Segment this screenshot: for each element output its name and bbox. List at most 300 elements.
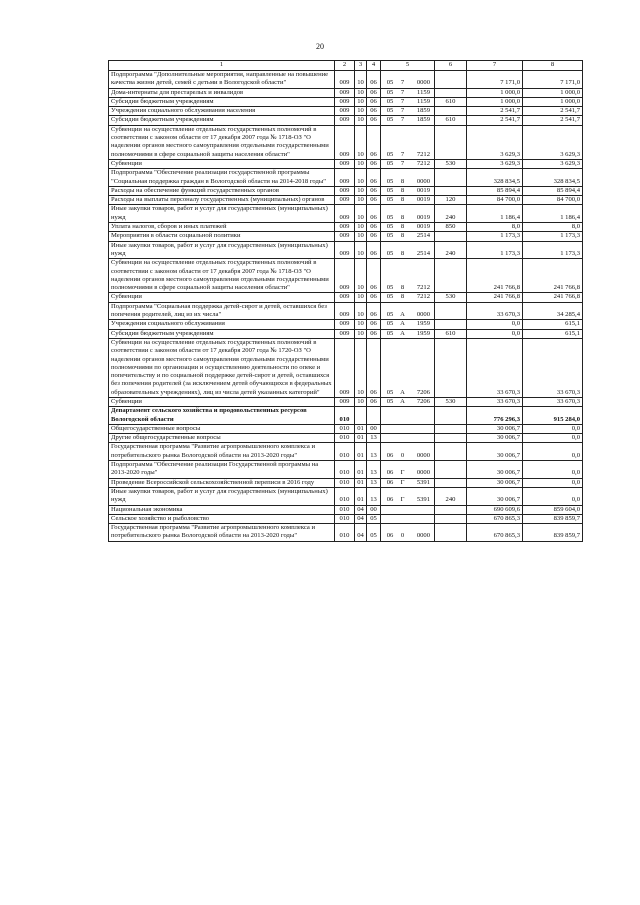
row-amount-col8: 33 670,3 (523, 397, 583, 406)
row-ved-code: 010 (335, 424, 355, 433)
row-section-code: 10 (355, 186, 367, 195)
target-article-direction: 0000 (416, 532, 430, 540)
row-expense-type (435, 259, 467, 293)
row-name: Подпрограмма "Дополнительные мероприятия, направленные на повышение качества жизни детей, семей с детьми в Вологодской области" (109, 71, 335, 89)
row-target-article (381, 443, 435, 461)
row-expense-type: 120 (435, 196, 467, 205)
row-subsection-code (367, 407, 381, 425)
row-ved-code: 009 (335, 196, 355, 205)
row-target-article (381, 329, 435, 338)
table-row (109, 232, 583, 241)
row-expense-type (435, 71, 467, 89)
target-article-direction: 0000 (416, 469, 430, 477)
target-article-subprogram: А (400, 311, 405, 319)
target-article-subprogram: 8 (400, 232, 405, 240)
row-amount-col8: 0,0 (523, 487, 583, 505)
row-subsection-code: 06 (367, 293, 381, 302)
target-article-direction: 1959 (416, 329, 430, 337)
row-ved-code: 009 (335, 116, 355, 125)
row-target-article (381, 259, 435, 293)
row-amount-col8: 85 894,4 (523, 186, 583, 195)
target-article-subprogram: 7 (400, 107, 405, 115)
row-ved-code: 010 (335, 407, 355, 425)
row-subsection-code: 00 (367, 505, 381, 514)
row-name: Субвенции на осуществление отдельных государственных полномочий в соответствии с законом области от 17 декабря 2007 года № 1720-ОЗ "О наделении органов местного самоуправления отдельными государственными полномочиями по организации и осуществлению деятельности по опеке и попечительству и по социальной поддержке детей-сирот и детей, оставшихся без попечения родителей (за исключением детей обучающихся в федеральных образовательных учреждениях), лиц из числа детей указанных категорий" (109, 338, 335, 397)
row-subsection-code: 13 (367, 461, 381, 479)
row-section-code: 10 (355, 320, 367, 329)
table-row (109, 169, 583, 187)
row-name: Субвенции (109, 293, 335, 302)
target-article-code (383, 284, 432, 292)
row-amount-col7: 85 894,4 (467, 186, 523, 195)
row-section-code: 10 (355, 223, 367, 232)
target-article-direction: 7206 (416, 388, 430, 396)
row-name: Сельское хозяйство и рыболовство (109, 514, 335, 523)
row-section-code: 10 (355, 232, 367, 241)
row-amount-col7: 7 171,0 (467, 71, 523, 89)
page-number: 20 (316, 42, 324, 51)
row-subsection-code: 06 (367, 232, 381, 241)
table-row (109, 424, 583, 433)
row-target-article (381, 514, 435, 523)
target-article-code (383, 232, 432, 240)
target-article-subprogram: А (400, 329, 405, 337)
target-article-subprogram: А (400, 397, 405, 405)
row-amount-col7: 241 766,8 (467, 293, 523, 302)
target-article-program: 05 (386, 293, 394, 301)
row-expense-type (435, 514, 467, 523)
row-section-code: 04 (355, 514, 367, 523)
table-row (109, 302, 583, 320)
table-row (109, 196, 583, 205)
table-row (109, 223, 583, 232)
row-ved-code: 010 (335, 478, 355, 487)
target-article-program: 05 (386, 320, 394, 328)
row-ved-code: 009 (335, 293, 355, 302)
row-name: Субвенции (109, 159, 335, 168)
row-amount-col8: 2 541,7 (523, 116, 583, 125)
row-expense-type: 240 (435, 487, 467, 505)
target-article-subprogram: 8 (400, 284, 405, 292)
target-article-code (383, 398, 432, 406)
table-row (109, 186, 583, 195)
target-article-code (383, 469, 432, 477)
budget-table (108, 60, 583, 542)
row-amount-col7: 670 865,3 (467, 514, 523, 523)
target-article-subprogram: 8 (400, 177, 405, 185)
row-amount-col8: 859 604,0 (523, 505, 583, 514)
row-amount-col8: 0,0 (523, 461, 583, 479)
target-article-program: 05 (386, 177, 394, 185)
column-header: 2 (335, 61, 355, 71)
row-amount-col8: 241 766,8 (523, 259, 583, 293)
row-section-code: 10 (355, 97, 367, 106)
target-article-subprogram: А (400, 320, 405, 328)
row-amount-col7: 84 700,0 (467, 196, 523, 205)
row-section-code: 10 (355, 125, 367, 159)
row-amount-col8: 839 859,7 (523, 514, 583, 523)
target-article-program: 06 (386, 478, 394, 486)
row-amount-col8: 0,0 (523, 434, 583, 443)
table-row (109, 293, 583, 302)
row-expense-type: 530 (435, 159, 467, 168)
row-amount-col7: 30 006,7 (467, 461, 523, 479)
table-row (109, 487, 583, 505)
row-amount-col8: 8,0 (523, 223, 583, 232)
row-amount-col7: 0,0 (467, 320, 523, 329)
row-subsection-code: 05 (367, 524, 381, 542)
row-amount-col7: 1 000,0 (467, 97, 523, 106)
target-article-code (383, 330, 432, 338)
row-subsection-code: 13 (367, 478, 381, 487)
table-row (109, 478, 583, 487)
row-section-code: 10 (355, 293, 367, 302)
row-amount-col8: 241 766,8 (523, 293, 583, 302)
row-target-article (381, 107, 435, 116)
target-article-code (383, 214, 432, 222)
row-name: Проведение Всероссийской сельскохозяйственной переписи в 2016 году (109, 478, 335, 487)
row-name: Учреждения социального обслуживания (109, 320, 335, 329)
row-section-code: 10 (355, 205, 367, 223)
row-ved-code: 009 (335, 186, 355, 195)
table-row (109, 397, 583, 406)
row-expense-type: 530 (435, 397, 467, 406)
row-name: Субсидии бюджетным учреждениям (109, 116, 335, 125)
row-target-article (381, 205, 435, 223)
row-target-article (381, 186, 435, 195)
target-article-program: 06 (386, 451, 394, 459)
row-ved-code: 009 (335, 320, 355, 329)
row-name: Уплата налогов, сборов и иных платежей (109, 223, 335, 232)
target-article-program: 05 (386, 213, 394, 221)
row-amount-col8: 1 173,3 (523, 241, 583, 259)
row-ved-code: 009 (335, 125, 355, 159)
target-article-program: 05 (386, 159, 394, 167)
row-ved-code: 009 (335, 241, 355, 259)
target-article-code (383, 98, 432, 106)
target-article-subprogram: Г (400, 496, 405, 504)
row-name: Иные закупки товаров, работ и услуг для государственных (муниципальных) нужд (109, 241, 335, 259)
row-expense-type (435, 186, 467, 195)
row-ved-code: 009 (335, 259, 355, 293)
row-subsection-code: 06 (367, 302, 381, 320)
row-target-article (381, 241, 435, 259)
target-article-direction: 0019 (416, 213, 430, 221)
row-expense-type (435, 424, 467, 433)
target-article-direction: 5391 (416, 478, 430, 486)
row-subsection-code: 13 (367, 434, 381, 443)
row-subsection-code: 06 (367, 223, 381, 232)
table-row (109, 259, 583, 293)
column-header: 1 (109, 61, 335, 71)
row-name: Мероприятия в области социальной политики (109, 232, 335, 241)
row-target-article (381, 223, 435, 232)
row-subsection-code: 13 (367, 487, 381, 505)
row-ved-code: 009 (335, 232, 355, 241)
row-name: Субсидии бюджетным учреждениям (109, 97, 335, 106)
row-name: Учреждения социального обслуживания населения (109, 107, 335, 116)
row-name: Государственная программа "Развитие агропромышленного комплекса и потребительского рынка Вологодской области на 2013-2020 годы" (109, 524, 335, 542)
table-row (109, 524, 583, 542)
row-section-code: 10 (355, 302, 367, 320)
target-article-program: 05 (386, 107, 394, 115)
row-section-code: 01 (355, 461, 367, 479)
row-name: Другие общегосударственные вопросы (109, 434, 335, 443)
row-amount-col7: 2 541,7 (467, 116, 523, 125)
target-article-program: 05 (386, 329, 394, 337)
row-subsection-code: 06 (367, 116, 381, 125)
row-subsection-code: 06 (367, 125, 381, 159)
target-article-direction: 7212 (416, 293, 430, 301)
table-row (109, 97, 583, 106)
row-section-code: 01 (355, 443, 367, 461)
row-amount-col7: 776 296,3 (467, 407, 523, 425)
row-target-article (381, 169, 435, 187)
target-article-direction: 0000 (416, 79, 430, 87)
row-expense-type (435, 320, 467, 329)
row-amount-col8: 1 186,4 (523, 205, 583, 223)
row-amount-col7: 30 006,7 (467, 443, 523, 461)
target-article-code (383, 496, 432, 504)
target-article-program: 06 (386, 532, 394, 540)
target-article-code (383, 311, 432, 319)
table-row (109, 443, 583, 461)
row-amount-col8: 7 171,0 (523, 71, 583, 89)
row-section-code: 10 (355, 329, 367, 338)
row-section-code: 10 (355, 169, 367, 187)
row-amount-col7: 670 865,3 (467, 524, 523, 542)
row-expense-type (435, 125, 467, 159)
target-article-code (383, 116, 432, 124)
row-ved-code: 010 (335, 434, 355, 443)
row-section-code: 01 (355, 424, 367, 433)
row-name: Департамент сельского хозяйства и продовольственных ресурсов Вологодской области (109, 407, 335, 425)
target-article-direction: 7212 (416, 159, 430, 167)
row-target-article (381, 159, 435, 168)
target-article-direction: 1859 (416, 107, 430, 115)
target-article-program: 05 (386, 88, 394, 96)
row-amount-col7: 241 766,8 (467, 259, 523, 293)
target-article-program: 05 (386, 284, 394, 292)
row-amount-col7: 1 173,3 (467, 241, 523, 259)
row-target-article (381, 487, 435, 505)
target-article-direction: 7212 (416, 284, 430, 292)
row-ved-code: 009 (335, 71, 355, 89)
target-article-code (383, 320, 432, 328)
row-name: Субвенции на осуществление отдельных государственных полномочий в соответствии с законом области от 17 декабря 2007 года № 1718-ОЗ "О наделении органов местного самоуправления отдельными государственными полномочиями в сфере социальной защиты населения области" (109, 259, 335, 293)
row-expense-type (435, 302, 467, 320)
row-target-article (381, 397, 435, 406)
row-target-article (381, 461, 435, 479)
target-article-program: 05 (386, 196, 394, 204)
row-section-code (355, 407, 367, 425)
row-target-article (381, 97, 435, 106)
target-article-subprogram: 7 (400, 97, 405, 105)
target-article-program: 05 (386, 116, 394, 124)
row-amount-col7: 2 541,7 (467, 107, 523, 116)
column-header: 4 (367, 61, 381, 71)
table-row (109, 461, 583, 479)
row-target-article (381, 424, 435, 433)
row-section-code: 10 (355, 196, 367, 205)
target-article-direction: 1859 (416, 116, 430, 124)
target-article-program: 05 (386, 249, 394, 257)
row-name: Подпрограмма "Обеспечение реализации Государственной программы на 2013-2020 годы" (109, 461, 335, 479)
row-expense-type (435, 407, 467, 425)
target-article-subprogram: 8 (400, 186, 405, 194)
row-amount-col7: 1 173,3 (467, 232, 523, 241)
row-subsection-code: 06 (367, 71, 381, 89)
table-header-row (109, 61, 583, 71)
target-article-subprogram: 8 (400, 223, 405, 231)
target-article-subprogram: 7 (400, 88, 405, 96)
target-article-code (383, 452, 432, 460)
row-expense-type: 850 (435, 223, 467, 232)
row-name: Национальная экономика (109, 505, 335, 514)
table-row (109, 107, 583, 116)
row-amount-col8: 84 700,0 (523, 196, 583, 205)
row-subsection-code: 05 (367, 514, 381, 523)
target-article-code (383, 151, 432, 159)
row-subsection-code: 06 (367, 88, 381, 97)
table-row (109, 125, 583, 159)
row-ved-code: 010 (335, 461, 355, 479)
row-subsection-code: 06 (367, 329, 381, 338)
target-article-direction: 7212 (416, 150, 430, 158)
row-amount-col7: 30 006,7 (467, 487, 523, 505)
row-ved-code: 009 (335, 159, 355, 168)
target-article-subprogram: А (400, 388, 405, 396)
row-target-article (381, 125, 435, 159)
row-expense-type: 610 (435, 116, 467, 125)
row-ved-code: 010 (335, 487, 355, 505)
row-name: Расходы на обеспечение функций государственных органов (109, 186, 335, 195)
target-article-code (383, 178, 432, 186)
target-article-program: 05 (386, 397, 394, 405)
row-subsection-code: 06 (367, 397, 381, 406)
row-amount-col7: 33 670,3 (467, 397, 523, 406)
target-article-program: 05 (386, 388, 394, 396)
target-article-code (383, 196, 432, 204)
table-row (109, 320, 583, 329)
row-name: Иные закупки товаров, работ и услуг для государственных (муниципальных) нужд (109, 205, 335, 223)
row-ved-code: 009 (335, 329, 355, 338)
row-expense-type (435, 232, 467, 241)
row-amount-col7: 1 186,4 (467, 205, 523, 223)
row-amount-col7: 33 670,3 (467, 338, 523, 397)
table-row (109, 159, 583, 168)
row-ved-code: 009 (335, 302, 355, 320)
target-article-code (383, 89, 432, 97)
row-section-code: 10 (355, 159, 367, 168)
row-expense-type: 610 (435, 97, 467, 106)
row-name: Субвенции (109, 397, 335, 406)
row-section-code: 01 (355, 434, 367, 443)
target-article-subprogram: 7 (400, 159, 405, 167)
target-article-direction: 0019 (416, 186, 430, 194)
row-name: Иные закупки товаров, работ и услуг для государственных (муниципальных) нужд (109, 487, 335, 505)
row-section-code: 04 (355, 505, 367, 514)
target-article-subprogram: 8 (400, 213, 405, 221)
row-expense-type (435, 434, 467, 443)
row-amount-col8: 915 284,0 (523, 407, 583, 425)
target-article-subprogram: 7 (400, 150, 405, 158)
row-subsection-code: 00 (367, 424, 381, 433)
table-row (109, 116, 583, 125)
row-section-code: 10 (355, 259, 367, 293)
target-article-direction: 1959 (416, 320, 430, 328)
row-amount-col8: 0,0 (523, 443, 583, 461)
row-section-code: 10 (355, 241, 367, 259)
target-article-subprogram: Г (400, 478, 405, 486)
target-article-code (383, 389, 432, 397)
row-name: Подпрограмма "Социальная поддержка детей-сирот и детей, оставшихся без попечения родителей, лиц из их числа" (109, 302, 335, 320)
row-ved-code: 010 (335, 514, 355, 523)
target-article-program: 05 (386, 186, 394, 194)
row-ved-code: 009 (335, 397, 355, 406)
row-amount-col8: 3 629,3 (523, 125, 583, 159)
row-ved-code: 009 (335, 107, 355, 116)
target-article-subprogram: 0 (400, 532, 405, 540)
row-amount-col8: 3 629,3 (523, 159, 583, 168)
target-article-program: 05 (386, 223, 394, 231)
target-article-code (383, 479, 432, 487)
table-row (109, 338, 583, 397)
target-article-direction: 1159 (417, 97, 430, 105)
column-header: 7 (467, 61, 523, 71)
row-ved-code: 010 (335, 505, 355, 514)
row-expense-type (435, 524, 467, 542)
target-article-subprogram: 7 (400, 116, 405, 124)
row-section-code: 04 (355, 524, 367, 542)
row-section-code: 10 (355, 107, 367, 116)
row-amount-col7: 8,0 (467, 223, 523, 232)
row-amount-col7: 33 670,3 (467, 302, 523, 320)
row-target-article (381, 505, 435, 514)
target-article-subprogram: 8 (400, 196, 405, 204)
target-article-direction: 2514 (416, 232, 430, 240)
row-amount-col8: 1 000,0 (523, 97, 583, 106)
row-target-article (381, 232, 435, 241)
target-article-program: 06 (386, 469, 394, 477)
row-ved-code: 010 (335, 443, 355, 461)
target-article-subprogram: 7 (400, 79, 405, 87)
target-article-program: 05 (386, 311, 394, 319)
row-ved-code: 009 (335, 223, 355, 232)
column-header: 5 (381, 61, 435, 71)
row-subsection-code: 06 (367, 107, 381, 116)
row-section-code: 10 (355, 71, 367, 89)
row-name: Расходы на выплаты персоналу государственных (муниципальных) органов (109, 196, 335, 205)
row-ved-code: 010 (335, 524, 355, 542)
row-amount-col7: 1 000,0 (467, 88, 523, 97)
target-article-program: 05 (386, 79, 394, 87)
row-expense-type (435, 169, 467, 187)
row-expense-type (435, 107, 467, 116)
target-article-direction: 0000 (416, 177, 430, 185)
row-name: Государственная программа "Развитие агропромышленного комплекса и потребительского рынка Вологодской области на 2013-2020 годы" (109, 443, 335, 461)
row-expense-type (435, 461, 467, 479)
row-ved-code: 009 (335, 88, 355, 97)
row-expense-type (435, 338, 467, 397)
row-expense-type: 530 (435, 293, 467, 302)
target-article-direction: 0000 (416, 451, 430, 459)
column-header: 8 (523, 61, 583, 71)
row-amount-col7: 30 006,7 (467, 424, 523, 433)
column-header: 6 (435, 61, 467, 71)
row-name: Общегосударственные вопросы (109, 424, 335, 433)
target-article-program: 05 (386, 150, 394, 158)
